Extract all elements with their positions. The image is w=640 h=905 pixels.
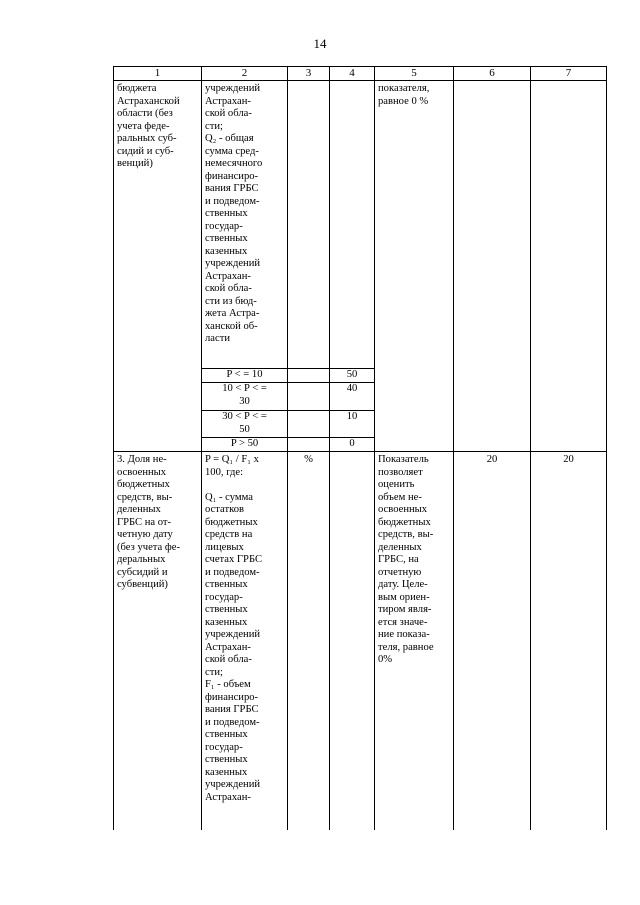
- score-value-1: 50: [346, 369, 358, 380]
- row-b-indicator-name: 3. Доля не- освоенных бюджетных средств, вы- деленных ГРБС на от- четную дату (без учета фе- деральных субсидий и субвенций): [117, 454, 180, 590]
- score-condition-3: 30 < P < = 50: [222, 411, 267, 435]
- score-condition-2: 10 < P < = 30: [222, 383, 267, 407]
- score-condition-1: P < = 10: [226, 369, 263, 380]
- score-value-2: 40: [346, 383, 358, 394]
- row-b-description: Показатель позволяет оценить объем не- освоенных бюджетных средств, вы- деленных ГРБС, на отчетную дату. Целе- вым ориен- тиром явля- ется значе- ние показа- теля, равное 0%: [378, 454, 434, 665]
- row-b-formula: P = Q₁ / F₁ x 100, где: Q₁ - сумма остатков бюджетных средств на лицевых счетах ГРБС и подведом- ственных государ- ственных казенных учреждений Астрахан- ской обла- сти; F₁ - объем финансиро- вания ГРБС и подведом- ственных государ- ственных казенных учреждений Астрахан-: [205, 454, 263, 803]
- col-header-2: 2: [241, 67, 248, 79]
- col-header-7: 7: [565, 67, 572, 79]
- row-a-description: показателя, равное 0 %: [378, 83, 430, 107]
- row-a-indicator-name: бюджета Астраханской области (без учета феде- ральных суб- сидий и суб- венций): [117, 83, 180, 169]
- col-header-4: 4: [349, 67, 355, 79]
- page-number: 14: [313, 36, 327, 51]
- col-header-3: 3: [305, 67, 312, 79]
- score-value-4: 0: [349, 438, 355, 449]
- row-a-formula: учреждений Астрахан- ской обла- сти; Q₂ - общая сумма сред- немесячного финансиро- вания ГРБС и подведом- ственных государ- ственных казенных учреждений Астрахан- ской обла- сти из бюд- жета Астра- ханской об- ласти: [205, 83, 263, 344]
- col-header-6: 6: [489, 67, 495, 79]
- row-b-weight: 20: [486, 454, 498, 465]
- row-b-max-score: 20: [563, 454, 574, 465]
- col-header-1: 1: [154, 67, 161, 79]
- row-b-unit: %: [304, 454, 313, 465]
- score-condition-4: P > 50: [230, 438, 259, 449]
- score-value-3: 10: [346, 411, 358, 422]
- col-header-5: 5: [411, 67, 417, 79]
